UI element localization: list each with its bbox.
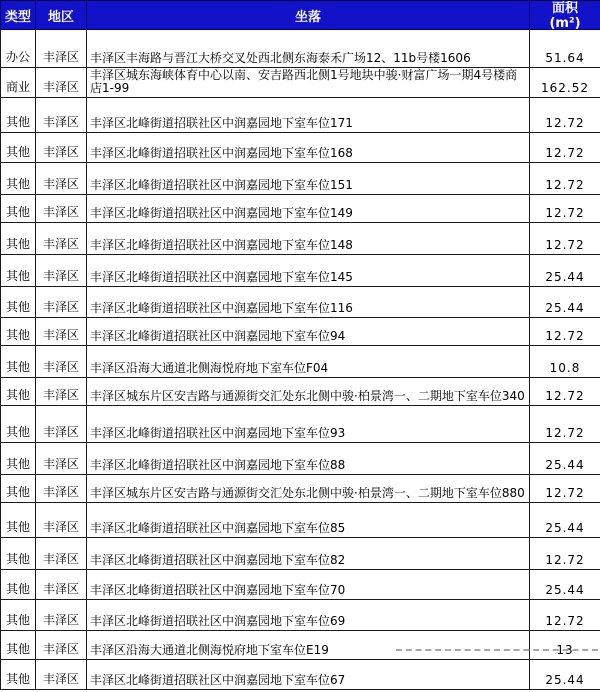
table-row	[1, 538, 600, 570]
cell-district: 丰泽区	[36, 475, 87, 503]
cell-type: 其他	[1, 346, 36, 378]
cell-district: 丰泽区	[36, 255, 87, 287]
cell-type: 商业	[1, 68, 36, 98]
table-row	[1, 133, 600, 163]
table-row	[1, 406, 600, 443]
table-body	[1, 30, 600, 690]
column-header-area-line1: 面积	[551, 1, 578, 16]
cell-location: 丰泽区北峰街道招联社区中润嘉园地下室车位116	[87, 287, 530, 318]
cell-type: 其他	[1, 195, 36, 223]
cell-location: 丰泽区城东片区安吉路与通源街交汇处东北侧中骏·柏景湾一、二期地下室车位880	[87, 475, 530, 503]
table-row	[1, 443, 600, 475]
cell-district: 丰泽区	[36, 378, 87, 406]
cell-location: 丰泽区北峰街道招联社区中润嘉园地下室车位171	[87, 98, 530, 133]
cell-area: 12.72	[530, 538, 600, 570]
cell-district: 丰泽区	[36, 195, 87, 223]
column-header-district: 地区	[36, 1, 87, 30]
cell-area: 12.72	[530, 163, 600, 195]
cell-district: 丰泽区	[36, 30, 87, 68]
cell-type: 其他	[1, 443, 36, 475]
column-header-location: 坐落	[87, 1, 530, 30]
cell-district: 丰泽区	[36, 631, 87, 660]
cell-district: 丰泽区	[36, 600, 87, 631]
cell-type: 其他	[1, 660, 36, 690]
cell-district: 丰泽区	[36, 660, 87, 690]
cell-type: 其他	[1, 503, 36, 538]
table-row	[1, 195, 600, 223]
table-row	[1, 346, 600, 378]
cell-type: 其他	[1, 600, 36, 631]
cell-location: 丰泽区沿海大通道北侧海悦府地下室车位E19	[87, 631, 530, 660]
table-row	[1, 287, 600, 318]
cell-location: 丰泽区北峰街道招联社区中润嘉园地下室车位88	[87, 443, 530, 475]
cell-area: 12.72	[530, 600, 600, 631]
table-row	[1, 98, 600, 133]
cell-district: 丰泽区	[36, 570, 87, 600]
cell-type: 其他	[1, 406, 36, 443]
cell-type: 其他	[1, 163, 36, 195]
cell-location: 丰泽区北峰街道招联社区中润嘉园地下室车位148	[87, 223, 530, 255]
cell-location: 丰泽区丰海路与晋江大桥交叉处西北侧东海泰禾广场12、11b号楼1606	[87, 30, 530, 68]
cell-location: 丰泽区北峰街道招联社区中润嘉园地下室车位82	[87, 538, 530, 570]
table-row	[1, 318, 600, 346]
cell-area: 12.72	[530, 378, 600, 406]
table-row	[1, 163, 600, 195]
cell-location: 丰泽区北峰街道招联社区中润嘉园地下室车位149	[87, 195, 530, 223]
cell-district: 丰泽区	[36, 318, 87, 346]
cell-district: 丰泽区	[36, 133, 87, 163]
cell-area: 25.44	[530, 503, 600, 538]
cell-area: 12.72	[530, 475, 600, 503]
header-row	[1, 1, 600, 30]
cell-area: 25.44	[530, 255, 600, 287]
cell-district: 丰泽区	[36, 68, 87, 98]
cell-location: 丰泽区北峰街道招联社区中润嘉园地下室车位145	[87, 255, 530, 287]
cell-location: 丰泽区北峰街道招联社区中润嘉园地下室车位85	[87, 503, 530, 538]
cell-district: 丰泽区	[36, 443, 87, 475]
cell-area: 12.72	[530, 98, 600, 133]
cell-district: 丰泽区	[36, 406, 87, 443]
cell-type: 其他	[1, 378, 36, 406]
cell-area: 25.44	[530, 570, 600, 600]
cell-type: 其他	[1, 538, 36, 570]
cell-type: 其他	[1, 223, 36, 255]
cell-area: 25.44	[530, 287, 600, 318]
table-row	[1, 600, 600, 631]
table-row	[1, 660, 600, 690]
cell-location: 丰泽区北峰街道招联社区中润嘉园地下室车位93	[87, 406, 530, 443]
table-header	[1, 1, 600, 30]
cell-area: 12.72	[530, 318, 600, 346]
cell-type: 其他	[1, 570, 36, 600]
cell-type: 其他	[1, 475, 36, 503]
cell-location: 丰泽区北峰街道招联社区中润嘉园地下室车位94	[87, 318, 530, 346]
cell-district: 丰泽区	[36, 223, 87, 255]
cell-area: 10.8	[530, 346, 600, 378]
cell-area: 25.44	[530, 443, 600, 475]
cell-location: 丰泽区沿海大通道北侧海悦府地下室车位F04	[87, 346, 530, 378]
cell-district: 丰泽区	[36, 287, 87, 318]
cell-location: 丰泽区北峰街道招联社区中润嘉园地下室车位70	[87, 570, 530, 600]
table-row	[1, 223, 600, 255]
cell-type: 其他	[1, 631, 36, 660]
cell-district: 丰泽区	[36, 163, 87, 195]
cell-location: 丰泽区城东片区安吉路与通源街交汇处东北侧中骏·柏景湾一、二期地下室车位340	[87, 378, 530, 406]
cell-area: 162.52	[530, 68, 600, 98]
table-row	[1, 570, 600, 600]
column-header-area-line2: (m²)	[549, 16, 581, 29]
cell-area: 12.72	[530, 133, 600, 163]
column-header-type: 类型	[1, 1, 36, 30]
cell-area: 51.64	[530, 30, 600, 68]
cell-location: 丰泽区北峰街道招联社区中润嘉园地下室车位69	[87, 600, 530, 631]
cell-type: 其他	[1, 98, 36, 133]
column-header-area	[530, 1, 600, 30]
cell-district: 丰泽区	[36, 346, 87, 378]
cell-area: 12.72	[530, 195, 600, 223]
table-row	[1, 503, 600, 538]
cell-type: 其他	[1, 133, 36, 163]
cell-type: 其他	[1, 318, 36, 346]
cell-area: 12.72	[530, 406, 600, 443]
table-row	[1, 30, 600, 68]
cell-location: 丰泽区北峰街道招联社区中润嘉园地下室车位67	[87, 660, 530, 690]
cell-district: 丰泽区	[36, 503, 87, 538]
cell-location: 丰泽区北峰街道招联社区中润嘉园地下室车位151	[87, 163, 530, 195]
table-row	[1, 378, 600, 406]
cell-district: 丰泽区	[36, 98, 87, 133]
cell-area: 25.44	[530, 660, 600, 690]
table-row	[1, 255, 600, 287]
cell-location: 丰泽区城东海峡体育中心以南、安吉路西北侧1号地块中骏·财富广场一期4号楼商店1-99	[87, 68, 530, 98]
table-row	[1, 475, 600, 503]
cell-area: 12.72	[530, 223, 600, 255]
column-header-area-text	[530, 1, 600, 29]
cell-type: 其他	[1, 255, 36, 287]
cell-type: 办公	[1, 30, 36, 68]
cell-area: 13	[530, 631, 600, 660]
table-row	[1, 68, 600, 98]
cell-type: 其他	[1, 287, 36, 318]
cell-location: 丰泽区北峰街道招联社区中润嘉园地下室车位168	[87, 133, 530, 163]
table-row	[1, 631, 600, 660]
cell-district: 丰泽区	[36, 538, 87, 570]
